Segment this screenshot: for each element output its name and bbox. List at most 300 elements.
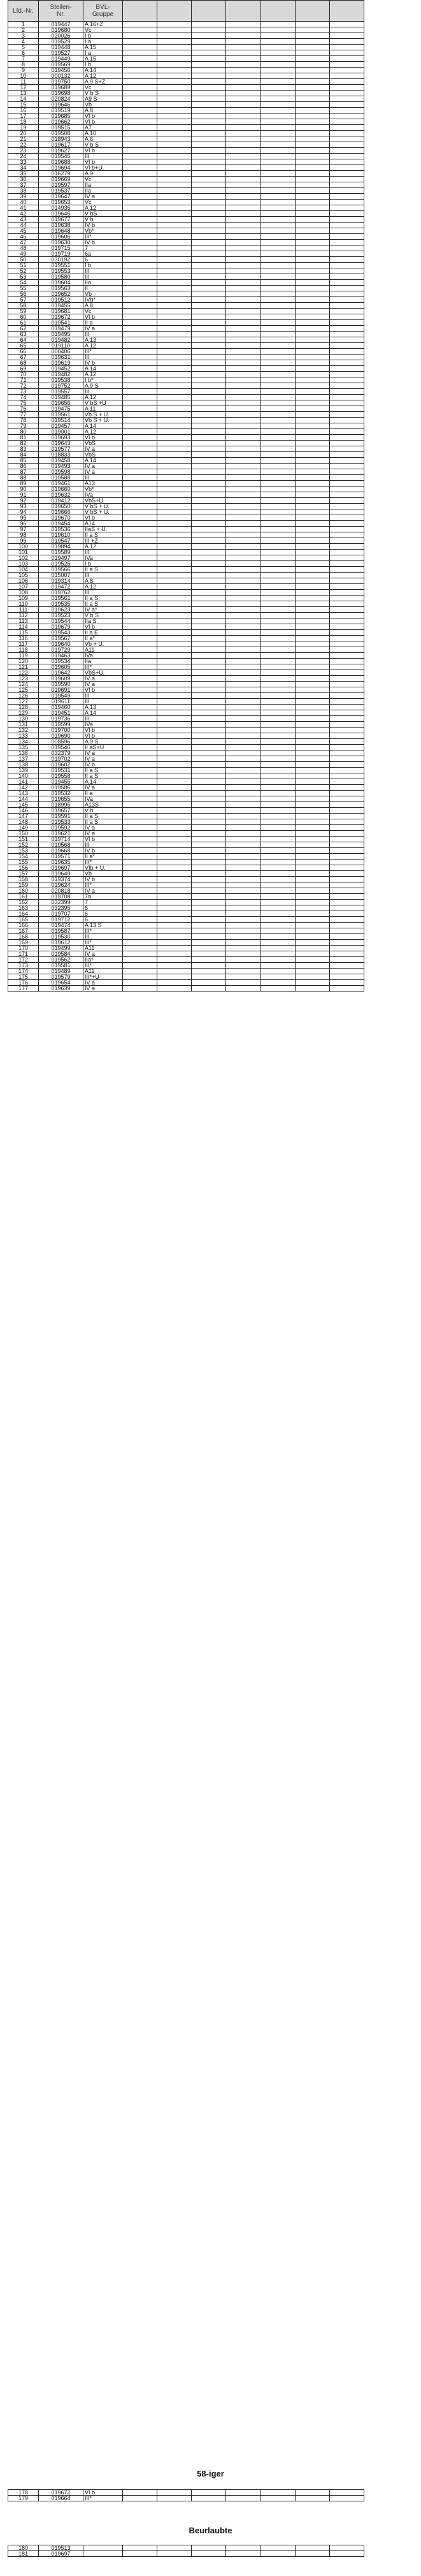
row-number: 80 [8, 429, 39, 435]
table-row [8, 664, 364, 670]
stellen-nr: 019001 [39, 429, 83, 435]
empty-cell [226, 521, 260, 527]
empty-cell [123, 882, 157, 888]
empty-cell [295, 946, 329, 951]
empty-cell [123, 481, 157, 487]
table-row [8, 762, 364, 768]
empty-cell [123, 372, 157, 377]
empty-cell [329, 171, 364, 177]
empty-cell [157, 309, 192, 314]
empty-cell [260, 332, 295, 337]
bvl-gruppe: IV b [83, 848, 123, 854]
empty-cell [329, 372, 364, 377]
empty-cell [192, 710, 226, 716]
table-row [8, 796, 364, 802]
empty-cell [157, 618, 192, 624]
bvl-gruppe: III* [83, 664, 123, 670]
empty-cell [157, 848, 192, 854]
bvl-gruppe: V bS [83, 211, 123, 217]
empty-cell [123, 762, 157, 768]
empty-cell [157, 274, 192, 280]
stellen-nr: 019449 [39, 56, 83, 62]
empty-cell [295, 613, 329, 618]
empty-cell [226, 636, 260, 641]
empty-cell [226, 62, 260, 68]
empty-cell [260, 957, 295, 963]
row-number: 118 [8, 647, 39, 653]
row-number: 104 [8, 567, 39, 573]
empty-cell [295, 27, 329, 33]
bvl-gruppe: IV a [83, 750, 123, 756]
empty-cell [295, 452, 329, 458]
empty-cell [226, 641, 260, 647]
empty-cell [329, 314, 364, 320]
empty-cell [329, 550, 364, 555]
empty-cell [192, 555, 226, 561]
empty-cell [329, 452, 364, 458]
empty-cell [226, 555, 260, 561]
empty-cell [226, 796, 260, 802]
row-number: 107 [8, 584, 39, 590]
stellen-nr: 019627 [39, 148, 83, 154]
bvl-gruppe: IIaS + U. [83, 527, 123, 532]
empty-cell [260, 377, 295, 383]
empty-cell [260, 492, 295, 498]
empty-cell [329, 527, 364, 532]
bvl-gruppe: A 9 S [83, 383, 123, 389]
row-number: 163 [8, 905, 39, 911]
empty-cell [123, 429, 157, 435]
table-row [8, 532, 364, 538]
bvl-gruppe: III [83, 716, 123, 722]
stellen-nr: 020818 [39, 888, 83, 894]
stellen-nr: 019694 [39, 165, 83, 171]
empty-cell [192, 848, 226, 854]
empty-cell [226, 733, 260, 739]
empty-cell [329, 309, 364, 314]
stellen-nr: 019612 [39, 940, 83, 946]
empty-cell [329, 710, 364, 716]
empty-cell [260, 383, 295, 389]
empty-cell [226, 802, 260, 808]
empty-cell [157, 165, 192, 171]
table-row [8, 986, 364, 992]
empty-cell [123, 877, 157, 882]
empty-cell [260, 217, 295, 223]
stellen-nr: 019551 [39, 263, 83, 268]
stellen-nr: 014935 [39, 205, 83, 211]
empty-cell [260, 664, 295, 670]
empty-cell [123, 974, 157, 980]
bvl-gruppe: A13S [83, 802, 123, 808]
empty-cell [226, 154, 260, 159]
empty-cell [226, 911, 260, 917]
empty-cell [329, 2496, 364, 2501]
empty-cell [260, 946, 295, 951]
empty-cell [329, 22, 364, 27]
stellen-nr: 019452 [39, 366, 83, 372]
empty-cell [192, 418, 226, 423]
stellen-nr: 019543 [39, 630, 83, 636]
stellen-nr: 019664 [39, 2496, 83, 2501]
stellen-nr: 019762 [39, 590, 83, 596]
row-number: 130 [8, 716, 39, 722]
empty-cell [192, 946, 226, 951]
empty-cell [260, 68, 295, 73]
empty-cell [226, 165, 260, 171]
row-number: 50 [8, 257, 39, 263]
empty-cell [192, 251, 226, 257]
empty-cell [329, 676, 364, 682]
empty-cell [157, 762, 192, 768]
empty-cell [329, 653, 364, 659]
empty-cell [192, 171, 226, 177]
row-number: 109 [8, 596, 39, 601]
empty-cell [260, 923, 295, 928]
empty-cell [123, 957, 157, 963]
stellen-nr: 019566 [39, 567, 83, 573]
bvl-gruppe: III [83, 355, 123, 360]
stellen-nr: 015007 [39, 573, 83, 578]
empty-cell [260, 251, 295, 257]
empty-cell [295, 481, 329, 487]
bvl-gruppe: III [83, 475, 123, 481]
empty-cell [329, 532, 364, 538]
stellen-nr: 019688 [39, 159, 83, 165]
row-number: 22 [8, 142, 39, 148]
bvl-gruppe: 6 [83, 917, 123, 923]
table-row [8, 624, 364, 630]
row-number: 12 [8, 85, 39, 91]
empty-cell [157, 280, 192, 286]
bvl-gruppe: V bS + U. [83, 504, 123, 509]
empty-cell [123, 647, 157, 653]
empty-cell [157, 578, 192, 584]
empty-cell [226, 722, 260, 728]
empty-cell [295, 389, 329, 395]
empty-cell [329, 693, 364, 699]
empty-cell [157, 314, 192, 320]
empty-cell [329, 108, 364, 113]
bvl-gruppe: 6a [83, 251, 123, 257]
row-number: 3 [8, 33, 39, 39]
row-number: 126 [8, 693, 39, 699]
empty-cell [226, 653, 260, 659]
empty-cell [157, 119, 192, 125]
row-number: 112 [8, 613, 39, 618]
empty-cell [192, 739, 226, 745]
empty-cell [157, 527, 192, 532]
empty-cell [157, 728, 192, 733]
bvl-gruppe: III [83, 389, 123, 395]
empty-cell [260, 286, 295, 291]
empty-cell [295, 521, 329, 527]
empty-cell [260, 159, 295, 165]
empty-cell [329, 538, 364, 544]
empty-cell [329, 659, 364, 664]
empty-cell [329, 521, 364, 527]
empty-cell [192, 842, 226, 848]
empty-cell [295, 377, 329, 383]
empty-cell [192, 917, 226, 923]
empty-cell [329, 613, 364, 618]
row-number: 154 [8, 854, 39, 860]
table-row [8, 464, 364, 469]
empty-cell [226, 200, 260, 205]
empty-cell [226, 848, 260, 854]
empty-cell [295, 687, 329, 693]
empty-cell [329, 687, 364, 693]
empty-cell [157, 699, 192, 705]
table-row [8, 618, 364, 624]
table-row [8, 96, 364, 102]
table-row [8, 969, 364, 974]
empty-cell [295, 343, 329, 349]
empty-cell [260, 705, 295, 710]
row-number: 60 [8, 314, 39, 320]
empty-cell [192, 56, 226, 62]
empty-cell [260, 200, 295, 205]
empty-cell [157, 596, 192, 601]
empty-cell [157, 934, 192, 940]
empty-cell [192, 73, 226, 79]
bvl-gruppe: IIa S [83, 618, 123, 624]
row-number: 66 [8, 349, 39, 355]
bvl-gruppe: IIa [83, 659, 123, 664]
table-row [8, 45, 364, 50]
table-row [8, 469, 364, 475]
stellen-nr: 032379 [39, 750, 83, 756]
empty-cell [329, 607, 364, 613]
empty-cell [260, 601, 295, 607]
bvl-gruppe: Vb [83, 291, 123, 297]
table-row [8, 842, 364, 848]
bvl-gruppe: III [83, 934, 123, 940]
table-row [8, 406, 364, 412]
empty-cell [226, 458, 260, 464]
empty-cell [157, 682, 192, 687]
row-number: 44 [8, 223, 39, 228]
table-row [8, 980, 364, 986]
empty-cell [329, 750, 364, 756]
table-row [8, 636, 364, 641]
empty-cell [260, 871, 295, 877]
empty-cell [123, 544, 157, 550]
empty-cell [157, 136, 192, 142]
empty-cell [260, 515, 295, 521]
empty-cell [295, 85, 329, 91]
empty-cell [123, 900, 157, 905]
empty-cell [226, 297, 260, 303]
row-number: 68 [8, 360, 39, 366]
empty-cell [192, 332, 226, 337]
empty-cell [192, 268, 226, 274]
empty-cell [192, 154, 226, 159]
row-number: 121 [8, 664, 39, 670]
empty-cell [192, 257, 226, 263]
empty-cell [329, 2551, 364, 2557]
row-number: 53 [8, 274, 39, 280]
empty-cell [226, 234, 260, 240]
bvl-gruppe: III [83, 842, 123, 848]
empty-cell [123, 165, 157, 171]
table-row [8, 366, 364, 372]
bvl-gruppe: III* [83, 963, 123, 969]
empty-cell [192, 400, 226, 406]
empty-cell [192, 291, 226, 297]
bvl-gruppe: IV a [83, 464, 123, 469]
bvl-gruppe: A 13 [83, 337, 123, 343]
table-row [8, 27, 364, 33]
bvl-gruppe: VI b [83, 113, 123, 119]
empty-cell [260, 584, 295, 590]
empty-cell [123, 756, 157, 762]
row-number: 81 [8, 435, 39, 441]
empty-cell [295, 509, 329, 515]
empty-cell [329, 154, 364, 159]
empty-cell [329, 27, 364, 33]
empty-cell [192, 607, 226, 613]
empty-cell [123, 728, 157, 733]
empty-cell [123, 274, 157, 280]
empty-cell [192, 653, 226, 659]
table-row [8, 165, 364, 171]
table-row [8, 412, 364, 418]
empty-cell [329, 45, 364, 50]
bvl-gruppe: A11 [83, 969, 123, 974]
empty-cell [192, 39, 226, 45]
bvl-gruppe: IV b [83, 240, 123, 245]
table-row [8, 119, 364, 125]
table-row [8, 131, 364, 136]
table-row [8, 699, 364, 705]
empty-cell [260, 951, 295, 957]
stellen-nr: 019460 [39, 705, 83, 710]
empty-cell [329, 400, 364, 406]
stellen-nr: 019714 [39, 837, 83, 842]
empty-cell [123, 527, 157, 532]
empty-cell [226, 934, 260, 940]
empty-cell [157, 268, 192, 274]
empty-cell [123, 56, 157, 62]
stellen-nr: 008596 [39, 739, 83, 745]
empty-cell [157, 291, 192, 297]
row-number: 86 [8, 464, 39, 469]
row-number: 149 [8, 825, 39, 831]
empty-cell [260, 641, 295, 647]
bvl-gruppe: Vb S + U. [83, 418, 123, 423]
empty-cell [329, 395, 364, 400]
empty-cell [157, 630, 192, 636]
section-title-58: 58-iger [197, 2469, 224, 2478]
empty-cell [226, 630, 260, 636]
bvl-gruppe: III [83, 693, 123, 699]
row-number: 78 [8, 418, 39, 423]
empty-cell [192, 532, 226, 538]
table-row [8, 934, 364, 940]
empty-cell [123, 257, 157, 263]
bvl-gruppe: IV b [83, 223, 123, 228]
empty-cell [192, 320, 226, 326]
bvl-gruppe: IVa [83, 653, 123, 659]
empty-cell [295, 923, 329, 928]
empty-cell [192, 951, 226, 957]
empty-cell [123, 596, 157, 601]
empty-cell [192, 682, 226, 687]
stellen-nr: 019523 [39, 613, 83, 618]
empty-cell [123, 791, 157, 796]
empty-cell [157, 332, 192, 337]
empty-cell [329, 636, 364, 641]
row-number: 116 [8, 636, 39, 641]
row-number: 125 [8, 687, 39, 693]
empty-cell [226, 647, 260, 653]
row-number: 159 [8, 882, 39, 888]
empty-cell [157, 200, 192, 205]
empty-cell [260, 819, 295, 825]
bvl-gruppe: IV a [83, 986, 123, 992]
empty-cell [329, 647, 364, 653]
empty-cell [226, 986, 260, 992]
stellen-nr: 019697 [39, 2551, 83, 2557]
table-row [8, 607, 364, 613]
stellen-nr: 019527 [39, 50, 83, 56]
empty-cell [260, 773, 295, 779]
empty-cell [192, 527, 226, 532]
stellen-nr: 019642 [39, 670, 83, 676]
empty-cell [260, 739, 295, 745]
stellen-nr: 019599 [39, 722, 83, 728]
table-row [8, 314, 364, 320]
empty-cell [226, 969, 260, 974]
empty-cell [226, 223, 260, 228]
empty-cell [329, 423, 364, 429]
bvl-gruppe: A 12 [83, 372, 123, 377]
empty-cell [123, 228, 157, 234]
empty-cell [295, 573, 329, 578]
empty-cell [192, 779, 226, 785]
empty-cell [329, 211, 364, 217]
empty-cell [260, 561, 295, 567]
empty-cell [192, 492, 226, 498]
empty-cell [226, 957, 260, 963]
empty-cell [192, 343, 226, 349]
table-row [8, 814, 364, 819]
empty-cell [123, 584, 157, 590]
empty-cell [157, 418, 192, 423]
row-number: 94 [8, 509, 39, 515]
bvl-gruppe: I a [83, 50, 123, 56]
row-number: 174 [8, 969, 39, 974]
table-row [8, 871, 364, 877]
row-number: 106 [8, 578, 39, 584]
empty-cell [329, 251, 364, 257]
table-row [8, 343, 364, 349]
bvl-gruppe: IIa [83, 182, 123, 188]
empty-cell [157, 974, 192, 980]
empty-cell [260, 676, 295, 682]
empty-cell [226, 567, 260, 573]
empty-cell [123, 710, 157, 716]
empty-cell [260, 366, 295, 372]
table-row [8, 492, 364, 498]
stellen-nr: 019729 [39, 647, 83, 653]
empty-cell [157, 33, 192, 39]
empty-cell [329, 91, 364, 96]
table-row [8, 458, 364, 464]
empty-cell [226, 85, 260, 91]
row-number: 23 [8, 148, 39, 154]
